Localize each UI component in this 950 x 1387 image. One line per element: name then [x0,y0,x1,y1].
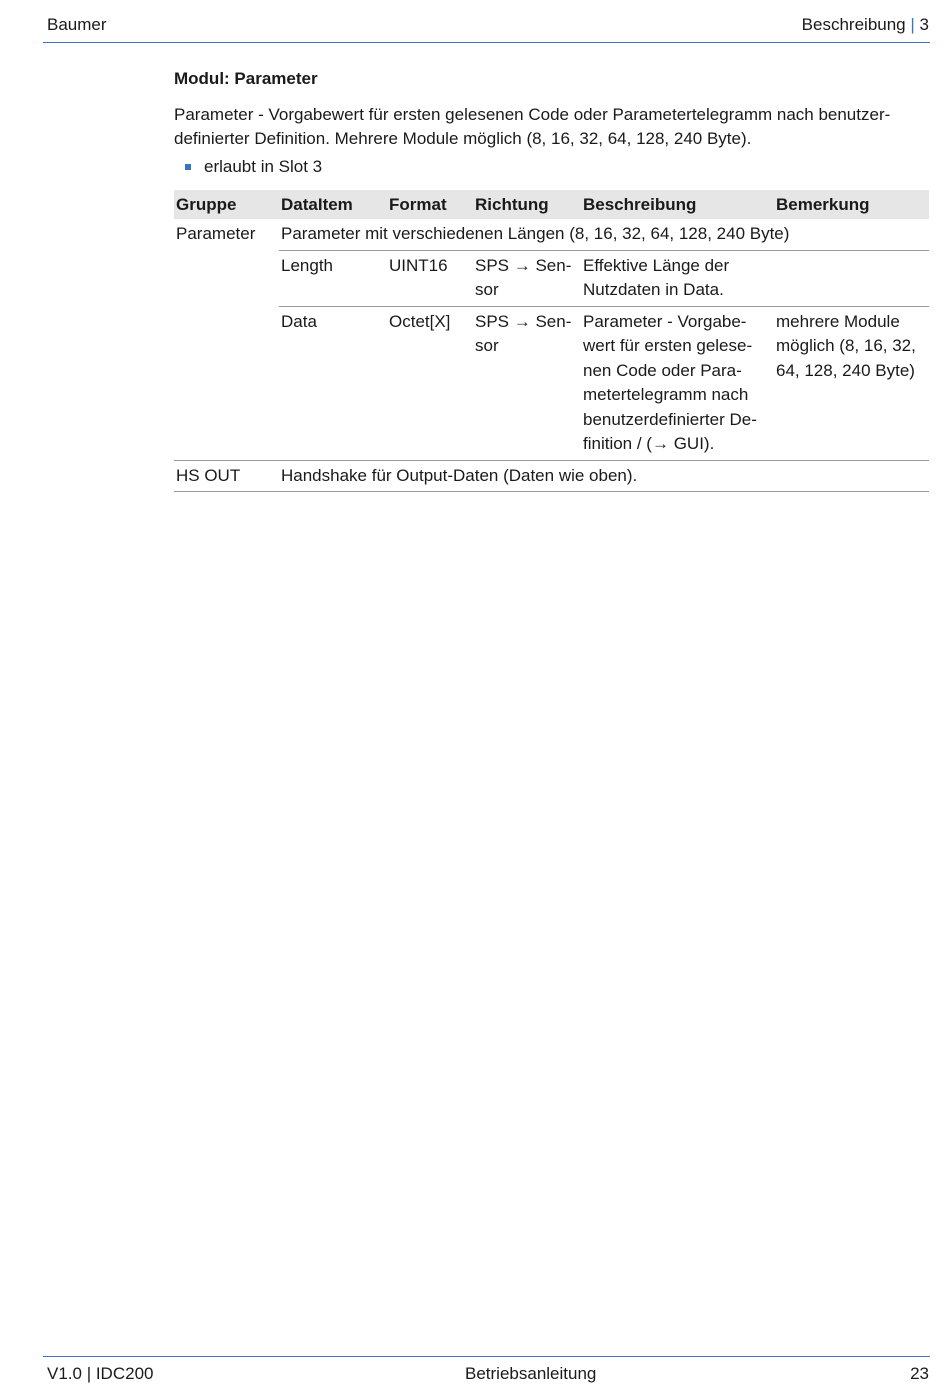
direction-cell: SPS → Sen-sor [473,250,581,306]
bullet-item [174,157,929,177]
direction-cell: SPS → Sen-sor [473,306,581,460]
section-heading: Modul: Parameter [174,69,318,88]
table-row [174,219,929,250]
remark-cell: mehrere Module möglich (8, 16, 32, 64, 128, 240 Byte) [774,306,929,460]
remark-cell [774,250,929,306]
group-cell: Parameter [176,224,256,243]
table-row [174,306,929,460]
description-cell: Parameter - Vorgabe-wert für ersten gelese-nen Code oder Para-metertelegramm nach benutzerdefinierter De-finition / (→ GUI). [581,306,774,460]
section-paragraph: Parameter - Vorgabewert für ersten gelesenen Code oder Parametertelegramm nach benutzer-definierter Definition. Mehrere Module möglich (8, 16, 32, 64, 128, 240 Byte). [174,105,891,148]
page-number: 23 [910,1364,929,1383]
column-header-beschreibung: Beschreibung [581,190,774,219]
dataitem-cell: Length [279,250,387,306]
footer-divider [43,1356,930,1357]
column-header-bemerkung: Bemerkung [774,190,929,219]
column-header-dataitem: DataItem [279,190,387,219]
group-summary-cell: Parameter mit verschiedenen Längen (8, 16, 32, 64, 128, 240 Byte) [281,224,790,243]
description-cell: Effektive Länge der Nutzdaten in Data. [581,250,774,306]
parameter-table [174,190,929,492]
bullet-text: erlaubt in Slot 3 [204,157,323,176]
table-row [174,460,929,492]
document-version: V1.0 | IDC200 [47,1364,154,1383]
format-cell: Octet[X] [387,306,473,460]
header-divider [43,42,930,43]
column-header-richtung: Richtung [473,190,581,219]
dataitem-cell: Data [279,306,387,460]
column-header-gruppe: Gruppe [174,190,279,219]
chapter-title [802,15,929,35]
document-type: Betriebsanleitung [465,1364,597,1383]
main-content [174,69,929,492]
table-row [174,250,929,306]
group-summary-cell: Handshake für Output-Daten (Daten wie oben). [279,460,929,492]
brand-name: Baumer [47,15,107,34]
chapter-separator: | [910,15,915,34]
group-cell: HS OUT [174,460,279,492]
table-header-row [174,190,929,219]
chapter-name: Beschreibung [801,15,906,34]
column-header-format: Format [387,190,473,219]
bullet-square-icon [185,164,191,170]
chapter-number: 3 [919,15,929,34]
format-cell: UINT16 [387,250,473,306]
